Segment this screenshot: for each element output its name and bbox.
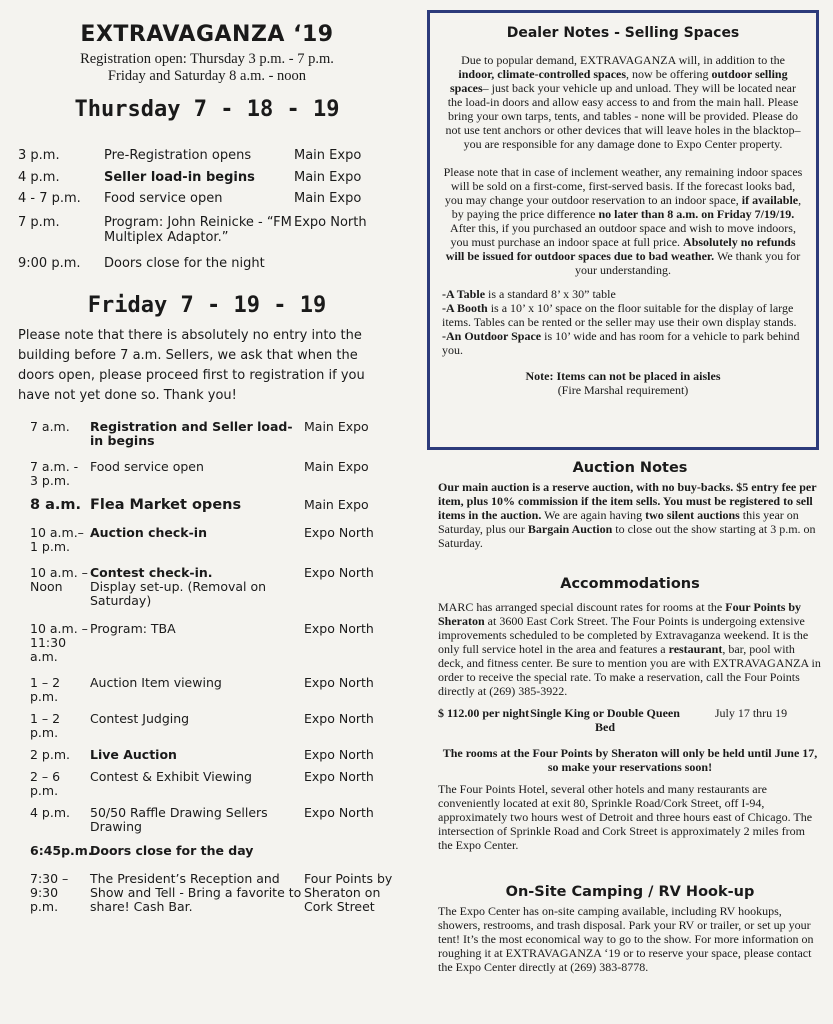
auction-notes-title: Auction Notes: [572, 460, 688, 476]
schedule-time: 4 - 7 p.m.: [18, 191, 81, 206]
schedule-time: 2 – 6 p.m.: [30, 769, 61, 798]
aisle-note: Note: Items can not be placed in aisles (Fire Marshal requirement): [525, 369, 721, 397]
thursday-schedule: [18, 148, 396, 271]
dealer-outdoor-paragraph: Due to popular demand, EXTRAVAGANZA will, in addition to the indoor, climate-controlled spaces, now be offering outdoor selling spaces– just back your vehicle up and unload. They will be located near the load-in doors and allow easy access to and from the main hall. Please bring your own tarps, tents, and tables - none will be provided. Please do not use tent anchors or other devices that will leave holes in the blacktop– you are responsible for any damage done to Expo Center property.: [445, 53, 801, 151]
schedule-time: 1 – 2 p.m.: [30, 675, 61, 704]
camping-title: On-Site Camping / RV Hook-up: [505, 884, 755, 900]
schedule-location: [304, 844, 396, 858]
schedule-event: The President’s Reception and Show and Tell - Bring a favorite to share! Cash Bar.: [90, 871, 302, 914]
schedule-location: Expo North: [304, 805, 374, 820]
schedule-event: Contest & Exhibit Viewing: [90, 769, 252, 784]
schedule-time: 1 – 2 p.m.: [30, 711, 61, 740]
schedule-row: [18, 191, 396, 207]
dealer-notes-box: [427, 10, 819, 450]
schedule-row: [18, 676, 396, 704]
schedule-row: [18, 712, 396, 740]
schedule-time: 10 a.m. – 11:30 a.m.: [30, 621, 88, 664]
camping-body: The Expo Center has on-site camping available, including RV hookups, showers, restrooms, and trash disposal. Park your RV or trailer, or set up your tent! It’s the most economical way to go to the show. For more information on roughing it at EXTRAVAGANZA ‘19 or to reserve your space, please contact the Expo Center directly at (269) 383-8778.: [438, 904, 814, 974]
schedule-location: Main Expo: [304, 419, 369, 434]
friday-entry-note: Please note that there is absolutely no entry into the building before 7 a.m. Sellers, we ask that when the doors open, please proceed first to registration if you have not yet done so. Thank you!: [18, 328, 365, 403]
page-title: EXTRAVAGANZA ‘19: [80, 22, 334, 47]
schedule-location: Main Expo: [304, 459, 369, 474]
schedule-row: [18, 420, 396, 448]
schedule-event: Doors close for the night: [104, 255, 265, 271]
space-definitions: [442, 287, 804, 357]
schedule-row: [18, 770, 396, 798]
schedule-event: Seller load-in begins: [104, 169, 255, 185]
schedule-row: [18, 526, 396, 554]
schedule-event: Program: John Reinicke - “FM Multiplex Adaptor.”: [104, 214, 292, 245]
schedule-location: Main Expo: [294, 148, 362, 163]
schedule-event: Registration and Seller load-in begins: [90, 419, 293, 448]
schedule-location: Expo North: [304, 711, 374, 726]
friday-schedule: [18, 420, 396, 914]
schedule-location: Expo North: [304, 747, 374, 762]
schedule-time: 2 p.m.: [30, 747, 70, 762]
room-dates: July 17 thru 19: [714, 706, 788, 720]
auction-notes-body: Our main auction is a reserve auction, with no buy-backs. $5 entry fee per item, plus 10% commission if the item sells. You must be registered to sell items in the auction. We are again having two silent auctions this year on Saturday, plus our Bargain Auction to close out the show starting at 3 p.m. on Saturday.: [438, 480, 817, 550]
schedule-event: Contest Judging: [90, 711, 190, 726]
schedule-event: [90, 566, 304, 608]
schedule-row: [18, 170, 396, 186]
schedule-time: 9:00 p.m.: [18, 255, 81, 271]
registration-hours: Registration open: Thursday 3 p.m. - 7 p.m. Friday and Saturday 8 a.m. - noon: [80, 51, 334, 84]
schedule-row: [18, 498, 396, 512]
friday-heading: Friday 7 - 19 - 19: [87, 293, 327, 318]
camping-section: [438, 884, 822, 974]
schedule-time: 8 a.m.: [30, 497, 82, 513]
room-type: Single King or Double Queen Bed: [530, 706, 680, 734]
schedule-time: 3 p.m.: [18, 148, 60, 163]
schedule-event: Live Auction: [90, 747, 177, 762]
schedule-location: Main Expo: [294, 191, 362, 206]
schedule-time: 7 a.m. - 3 p.m.: [30, 459, 79, 488]
schedule-location: Main Expo: [294, 169, 362, 185]
reservation-deadline: The rooms at the Four Points by Sheraton will only be held until June 17, so make your reservations soon!: [442, 746, 818, 774]
definition-table: -A Table is a standard 8’ x 30” table: [442, 287, 616, 301]
schedule-row: [18, 844, 396, 858]
schedule-event: 50/50 Raffle Drawing Sellers Drawing: [90, 805, 268, 834]
schedule-time: 7 p.m.: [18, 214, 60, 230]
schedule-time: 7:30 – 9:30 p.m.: [30, 871, 69, 914]
dealer-weather-paragraph: Please note that in case of inclement weather, any remaining indoor spaces will be sold on a first-come, first-served basis. If the forecast looks bad, you may change your outdoor reservation to an indoor space, if available, by paying the price difference no later than 8 a.m. on Friday 7/19/19. After this, if you purchased an outdoor space and wish to move indoors, you must purchase an indoor space at full price. Absolutely no refunds will be issued for outdoor spaces due to bad weather. We thank you for your understanding.: [443, 165, 803, 277]
accommodations-title: Accommodations: [560, 576, 700, 592]
hotel-location: The Four Points Hotel, several other hotels and many restaurants are conveniently located at exit 80, Sprinkle Road/Cork Street, off I-94, approximately two hours west of Detroit and three hours east of Chicago. The intersection of Sprinkle Road and Cork Street is approximately 2 miles from the Expo Center.: [438, 782, 813, 852]
schedule-event: Food service open: [90, 459, 204, 474]
schedule-location: Expo North: [304, 769, 374, 784]
thursday-heading: Thursday 7 - 18 - 19: [74, 97, 340, 122]
schedule-location: Expo North: [304, 525, 374, 540]
dealer-notes-title: Dealer Notes - Selling Spaces: [506, 25, 740, 41]
accommodations-body: MARC has arranged special discount rates for rooms at the Four Points by Sheraton at 3600 East Cork Street. The Four Points is undergoing extensive improvements scheduled to be completed by Extravaganza weekend. It is the only full service hotel in the area and features a restaurant, bar, pool with deck, and fitness center. Be sure to mention you are with EXTRAVAGANZA in order to receive the special rate. To make a reservation, call the Four Points directly at (269) 385-3922.: [438, 600, 821, 698]
schedule-event: Flea Market opens: [90, 497, 242, 513]
schedule-row: [18, 872, 396, 914]
schedule-column: [18, 22, 396, 914]
schedule-location: Expo North: [304, 565, 374, 580]
schedule-row: [18, 148, 396, 164]
schedule-location: Expo North: [294, 214, 367, 230]
schedule-row: [18, 748, 396, 762]
schedule-time: 7 a.m.: [30, 419, 70, 434]
schedule-location: [294, 256, 396, 272]
schedule-row: [18, 806, 396, 834]
schedule-row: [18, 256, 396, 272]
schedule-row: [18, 460, 396, 488]
definition-outdoor: -An Outdoor Space is 10’ wide and has room for a vehicle to park behind you.: [442, 329, 800, 357]
schedule-row: [18, 622, 396, 664]
schedule-row: [18, 215, 396, 246]
schedule-time: 4 p.m.: [18, 169, 60, 185]
accommodations-section: [438, 576, 822, 852]
schedule-event: Auction Item viewing: [90, 675, 222, 690]
schedule-time: 4 p.m.: [30, 805, 70, 820]
schedule-location: Expo North: [304, 675, 374, 690]
schedule-location: Main Expo: [304, 497, 369, 512]
schedule-event: Program: TBA: [90, 621, 176, 636]
schedule-event-detail: Display set-up. (Removal on Saturday): [90, 579, 267, 608]
room-rates: [438, 706, 822, 734]
schedule-time: 10 a.m. – Noon: [30, 565, 88, 594]
schedule-event: Auction check-in: [90, 525, 207, 540]
schedule-event-bold: Contest check-in.: [90, 565, 213, 580]
schedule-time: 10 a.m.– 1 p.m.: [30, 525, 84, 554]
schedule-event: Pre-Registration opens: [104, 148, 252, 163]
schedule-event: Doors close for the day: [90, 843, 254, 858]
schedule-row: [18, 566, 396, 608]
schedule-event: Food service open: [104, 191, 223, 206]
definition-booth: -A Booth is a 10’ x 10’ space on the floor suitable for the display of large items. Tables can be rented or the seller may use their own display stands.: [442, 301, 797, 329]
schedule-time: 6:45p.m.: [30, 843, 93, 858]
room-rate: $ 112.00 per night: [438, 706, 530, 720]
auction-notes-section: [438, 460, 822, 550]
schedule-location: Expo North: [304, 621, 374, 636]
schedule-location: Four Points by Sheraton on Cork Street: [304, 871, 393, 914]
